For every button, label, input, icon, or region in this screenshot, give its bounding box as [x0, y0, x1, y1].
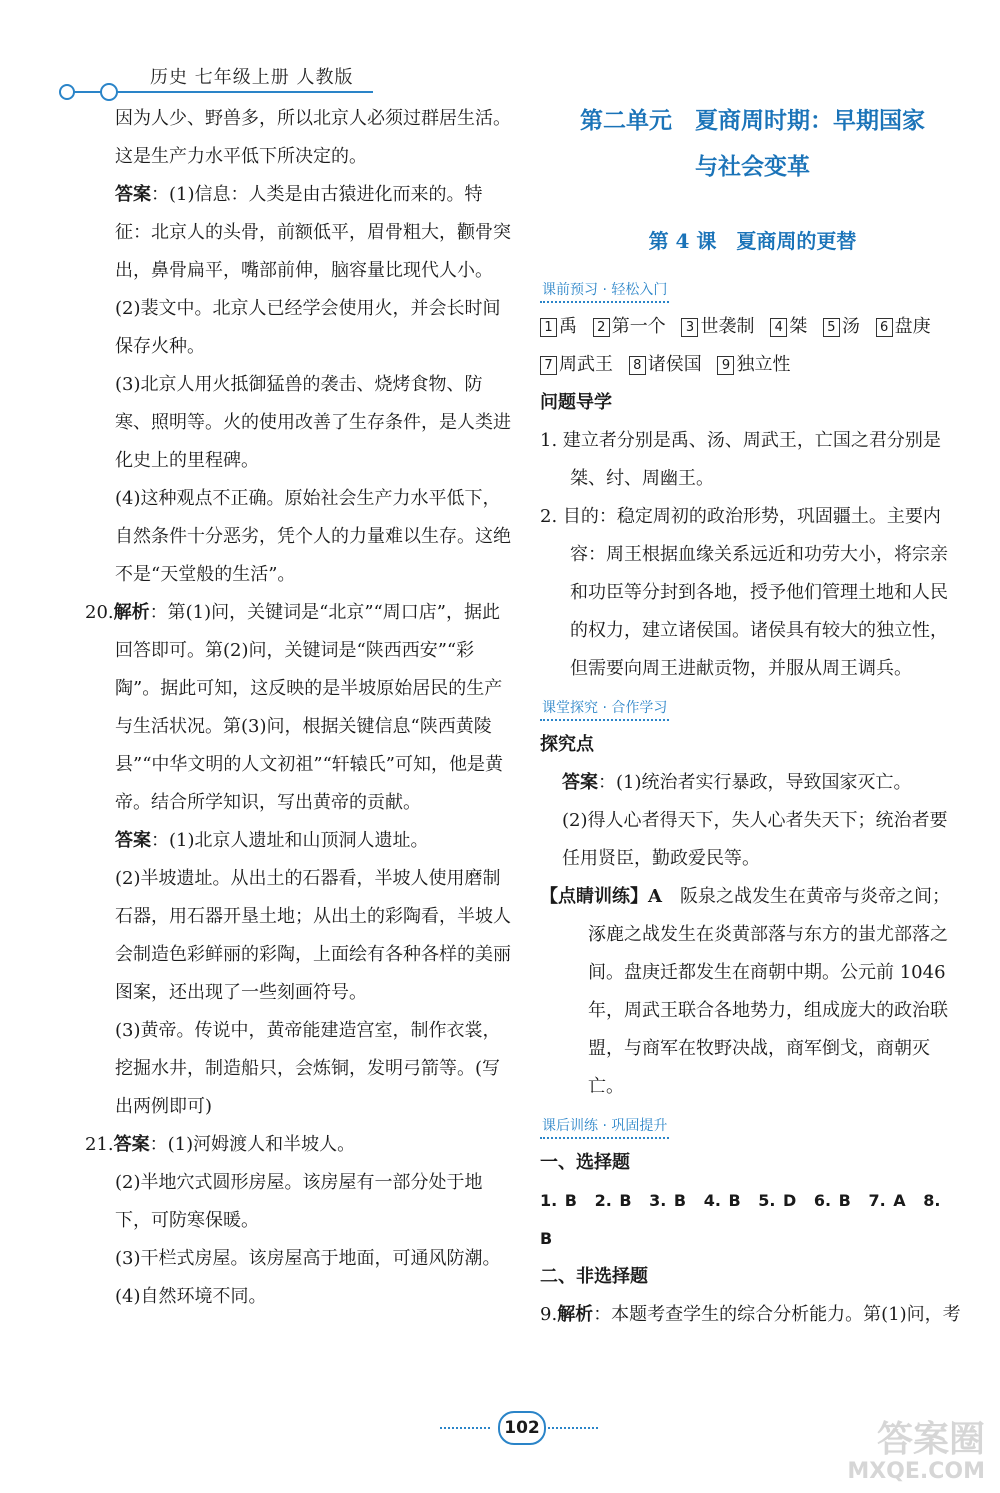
question-number: 21. [85, 1134, 114, 1155]
question-20 [85, 594, 515, 822]
choice-answer: 8. B [540, 1191, 941, 1248]
choice-answer: 6. B [813, 1191, 851, 1210]
header-rule [73, 91, 373, 93]
answer-text: ：(1)北京人遗址和山顶洞人遗址。 [151, 830, 429, 851]
dianjing-training: 【点睛训练】A 阪泉之战发生在黄帝与炎帝之间；涿鹿之战发生在炎黄部落与东方的蚩尤部落之间。盘庚迁都发生在商朝中期。公元前 1046 年，周武王联合各地势力，组成庞大的政治联盟，与商军在牧野决战，商军倒戈，商朝灭亡。 [540, 886, 950, 1097]
paragraph: (3)北京人用火抵御猛兽的袭击、烧烤食物、防寒、照明等。火的使用改善了生存条件，是人类进化史上的里程碑。 [115, 374, 511, 471]
answer-label: 答案 [113, 1134, 150, 1155]
choice-answer: 7. A [868, 1191, 906, 1210]
fill-answer: 8 诸侯国 [629, 354, 702, 375]
fill-answers-row2 [540, 346, 965, 384]
subsection-heading: 一、选择题 [540, 1152, 630, 1173]
fill-answer: 5 汤 [823, 316, 860, 337]
footer-dots [440, 1427, 490, 1429]
page-number: 102 [498, 1411, 546, 1445]
section-tag-after: 课后训练 · 巩固提升 [540, 1115, 669, 1139]
question-21 [85, 1126, 515, 1164]
unit-title-line2: 与社会变革 [695, 154, 810, 180]
answer-label: 答案 [115, 184, 151, 205]
analysis-label: 解析 [113, 602, 150, 623]
choice-answer: 1. B [540, 1191, 577, 1210]
subsection-heading: 二、非选择题 [540, 1266, 648, 1287]
dianjing-label: 【点睛训练】A [540, 886, 662, 907]
paragraph: (3)干栏式房屋。该房屋高于地面，可通风防潮。 [115, 1248, 501, 1269]
fill-answer: 2 第一个 [593, 316, 666, 337]
choice-answer: 3. B [649, 1191, 687, 1210]
paragraph: (2)半地穴式圆形房屋。该房屋有一部分处于地下，可防寒保暖。 [115, 1172, 483, 1231]
answer-text: ：(1)信息：人类是由古猿进化而来的。特征：北京人的头骨，前额低平，眉骨粗大，颧骨突出，鼻骨扁平，嘴部前伸，脑容量比现代人小。 [115, 184, 511, 281]
choice-answers [540, 1182, 965, 1258]
choice-answer: 5. D [758, 1191, 797, 1210]
guide-q1: 1. 建立者分别是禹、汤、周武王，亡国之君分别是桀、纣、周幽王。 [540, 430, 941, 489]
paragraph: (2)得人心者得天下，失人心者失天下；统治者要任用贤臣，勤政爱民等。 [562, 810, 948, 869]
page-header [55, 55, 385, 105]
fill-answers-row1 [540, 308, 965, 346]
header-circle-icon [100, 83, 118, 101]
choice-answer: 2. B [594, 1191, 632, 1210]
answer-text: ：(1)河姆渡人和半坡人。 [149, 1134, 356, 1155]
answer-label: 答案 [562, 772, 598, 793]
analysis-text: ：第(1)问，关键词是“北京”“周口店”，据此回答即可。第(2)问，关键词是“陕西西安”“彩陶”。据此可知，这反映的是半坡原始居民的生产与生活状况。第(3)问，根据关键信息“陕西黄陵县”“中华文明的人文初祖”“轩辕氏”可知，他是黄帝。结合所学知识，写出黄帝的贡献。 [115, 602, 504, 813]
subsection-heading: 问题导学 [540, 392, 612, 413]
fill-answer: 4 桀 [770, 316, 807, 337]
answer-paragraph [115, 176, 515, 290]
paragraph: (4)自然环境不同。 [115, 1286, 267, 1307]
page-footer [440, 1405, 600, 1445]
analysis-label: 解析 [557, 1304, 594, 1325]
watermark-logo: 答案圈 MXQE.COM [847, 1419, 985, 1484]
header-circle-icon [59, 84, 75, 100]
answer-paragraph [115, 822, 515, 860]
guide-q2: 2. 目的：稳定周初的政治形势，巩固疆土。主要内容：周王根据血缘关系远近和功劳大小，将宗亲和功臣等分封到各地，授予他们管理土地和人民的权力，建立诸侯国。诸侯具有较大的独立性，但需要向周王进献贡物，并服从周王调兵。 [540, 506, 948, 679]
question-9: 9.解析：本题考查学生的综合分析能力。第(1)问，考 [540, 1304, 961, 1325]
header-title: 历史 七年级上册 人教版 [150, 67, 354, 88]
footer-dots [548, 1427, 598, 1429]
fill-answer: 9 独立性 [717, 354, 790, 375]
question-number: 20. [85, 602, 114, 623]
answer-label: 答案 [115, 830, 151, 851]
unit-title: 第二单元 夏商周时期：早期国家 [580, 108, 925, 134]
fill-answer: 1 禹 [540, 316, 577, 337]
fill-answer: 7 周武王 [540, 354, 613, 375]
paragraph: 因为人少、野兽多，所以北京人必须过群居生活。这是生产力水平低下所决定的。 [115, 108, 511, 167]
paragraph: (4)这种观点不正确。原始社会生产力水平低下，自然条件十分恶劣，凭个人的力量难以生存。这绝不是“天堂般的生活”。 [115, 488, 511, 585]
lesson-title: 第 4 课 夏商周的更替 [648, 229, 857, 253]
right-column [540, 100, 965, 1334]
choice-answer: 4. B [703, 1191, 741, 1210]
section-tag-preview: 课前预习 · 轻松入门 [540, 279, 669, 303]
paragraph: (3)黄帝。传说中，黄帝能建造宫室，制作衣裳，挖掘水井，制造船只，会炼铜，发明弓箭等。(写出两例即可) [115, 1020, 501, 1117]
left-column [85, 100, 515, 1316]
fill-answer: 3 世袭制 [681, 316, 754, 337]
fill-answer: 6 盘庚 [876, 316, 931, 337]
answer-paragraph: 答案：(1)统治者实行暴政，导致国家灭亡。 [562, 772, 912, 793]
section-tag-class: 课堂探究 · 合作学习 [540, 697, 669, 721]
paragraph: (2)裴文中。北京人已经学会使用火，并会长时间保存火种。 [115, 298, 501, 357]
subsection-heading: 探究点 [540, 734, 594, 755]
paragraph: (2)半坡遗址。从出土的石器看，半坡人使用磨制石器，用石器开垦土地；从出土的彩陶看，半坡人会制造色彩鲜丽的彩陶，上面绘有各种各样的美丽图案，还出现了一些刻画符号。 [115, 868, 511, 1003]
